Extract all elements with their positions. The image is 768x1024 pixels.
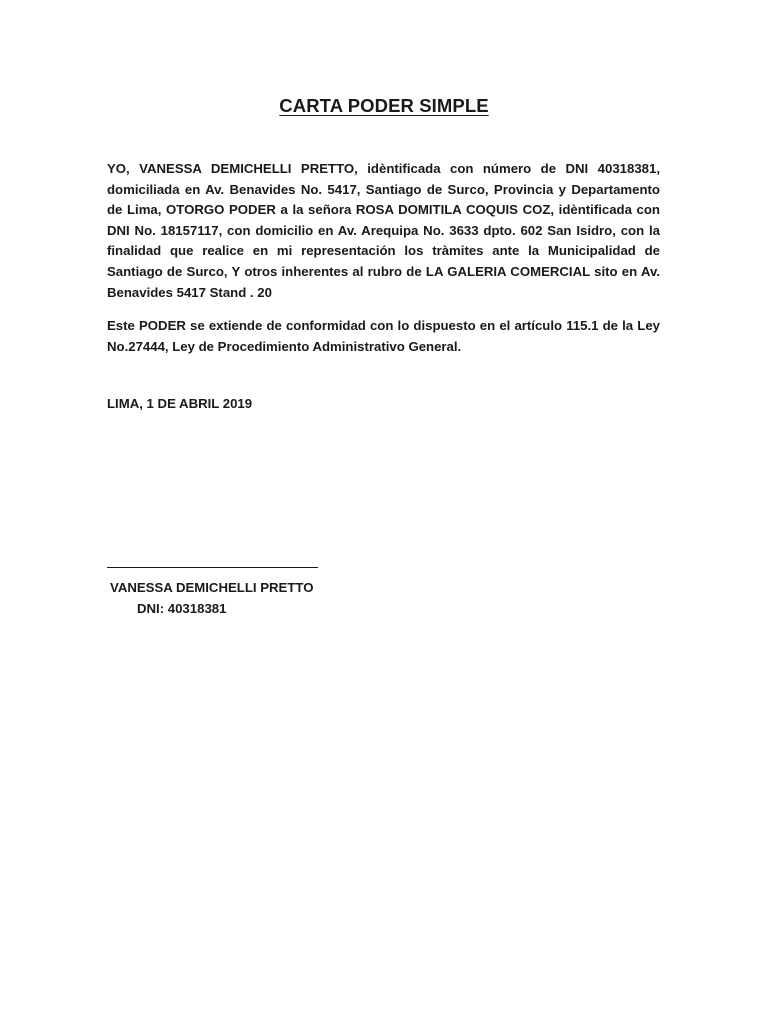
date-line: LIMA, 1 DE ABRIL 2019 <box>107 396 253 411</box>
signatory-dni: DNI: 40318381 <box>137 601 227 616</box>
document-title: CARTA PODER SIMPLE <box>279 95 489 116</box>
signatory-name: VANESSA DEMICHELLI PRETTO <box>110 580 314 595</box>
body-paragraph-2: Este PODER se extiende de conformidad con lo dispuesto en el artículo 115.1 de la Ley No.27444, Ley de Procedimiento Administrativo General. <box>107 318 660 354</box>
signature-line <box>107 567 318 568</box>
body-paragraph-1: YO, VANESSA DEMICHELLI PRETTO, idèntificada con número de DNI 40318381, domiciliada en Av. Benavides No. 5417, Santiago de Surco, Provincia y Departamento de Lima, OTORGO PODER a la señora ROSA DOMITILA COQUIS COZ, idèntificada con DNI No. 18157117, con domicilio en Av. Arequipa No. 3633 dpto. 602 San Isidro, con la finalidad que realice en mi representación los tràmites ante la Municipalidad de Santiago de Surco, Y otros inherentes al rubro de LA GALERIA COMERCIAL sito en Av. Benavides 5417 Stand . 20 <box>107 161 660 300</box>
